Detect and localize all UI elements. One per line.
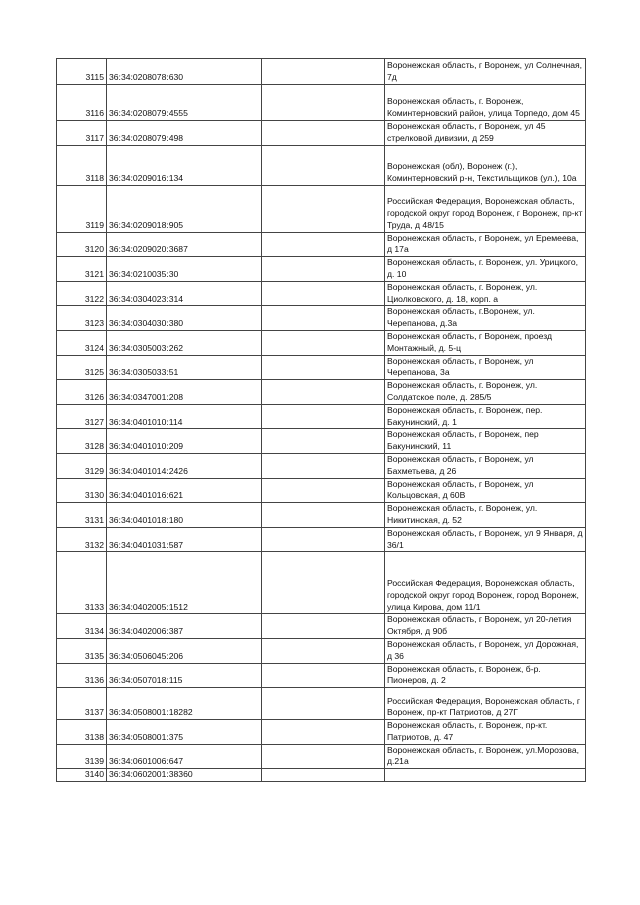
table-row bbox=[57, 663, 586, 688]
cadastral-number: 36:34:0508001:375 bbox=[107, 720, 262, 745]
address-cell: Российская Федерация, Воронежская область, городской округ город Воронеж, город Воронеж, улица Кирова, дом 11/1 bbox=[385, 552, 586, 614]
table-body bbox=[57, 59, 586, 782]
cadastral-number: 36:34:0209016:134 bbox=[107, 145, 262, 185]
blank-cell bbox=[262, 688, 385, 720]
row-number: 3117 bbox=[57, 121, 107, 146]
row-number: 3125 bbox=[57, 355, 107, 380]
blank-cell bbox=[262, 720, 385, 745]
row-number: 3138 bbox=[57, 720, 107, 745]
table-row bbox=[57, 257, 586, 282]
table-row bbox=[57, 503, 586, 528]
cadastral-number: 36:34:0208079:4555 bbox=[107, 85, 262, 121]
blank-cell bbox=[262, 355, 385, 380]
blank-cell bbox=[262, 552, 385, 614]
table-row bbox=[57, 552, 586, 614]
row-number: 3123 bbox=[57, 306, 107, 331]
address-cell: Воронежская область, г. Воронеж, ул. Циолковского, д. 18, корп. а bbox=[385, 281, 586, 306]
row-number: 3134 bbox=[57, 614, 107, 639]
address-cell: Воронежская область, г. Воронеж, ул. Урицкого, д. 10 bbox=[385, 257, 586, 282]
blank-cell bbox=[262, 85, 385, 121]
blank-cell bbox=[262, 121, 385, 146]
table-row bbox=[57, 281, 586, 306]
table-row bbox=[57, 478, 586, 503]
blank-cell bbox=[262, 527, 385, 552]
table-row bbox=[57, 744, 586, 769]
cadastral-number: 36:34:0401016:621 bbox=[107, 478, 262, 503]
cadastral-number: 36:34:0401018:180 bbox=[107, 503, 262, 528]
table-row bbox=[57, 121, 586, 146]
blank-cell bbox=[262, 429, 385, 454]
blank-cell bbox=[262, 478, 385, 503]
table-row bbox=[57, 688, 586, 720]
cadastral-number: 36:34:0305033:51 bbox=[107, 355, 262, 380]
cadastral-number: 36:34:0602001:38360 bbox=[107, 769, 262, 782]
blank-cell bbox=[262, 404, 385, 429]
address-cell: Воронежская область, г Воронеж, ул Кольцовская, д 60В bbox=[385, 478, 586, 503]
blank-cell bbox=[262, 145, 385, 185]
row-number: 3119 bbox=[57, 185, 107, 232]
address-cell: Воронежская область, г.Воронеж, ул. Черепанова, д.3а bbox=[385, 306, 586, 331]
blank-cell bbox=[262, 453, 385, 478]
table-row bbox=[57, 306, 586, 331]
row-number: 3128 bbox=[57, 429, 107, 454]
address-cell: Воронежская область, г Воронеж, ул Бахметьева, д 26 bbox=[385, 453, 586, 478]
address-cell: Российская Федерация, Воронежская область, г Воронеж, пр-кт Патриотов, д 27Г bbox=[385, 688, 586, 720]
table-row bbox=[57, 145, 586, 185]
cadastral-number: 36:34:0210035:30 bbox=[107, 257, 262, 282]
row-number: 3120 bbox=[57, 232, 107, 257]
blank-cell bbox=[262, 59, 385, 85]
blank-cell bbox=[262, 744, 385, 769]
cadastral-number: 36:34:0508001:18282 bbox=[107, 688, 262, 720]
blank-cell bbox=[262, 330, 385, 355]
address-cell: Воронежская область, г. Воронеж, пр-кт. Патриотов, д. 47 bbox=[385, 720, 586, 745]
address-cell: Воронежская область, г. Воронеж, Коминтерновский район, улица Торпедо, дом 45 bbox=[385, 85, 586, 121]
address-cell: Воронежская область, г Воронеж, проезд Монтажный, д. 5-ц bbox=[385, 330, 586, 355]
row-number: 3122 bbox=[57, 281, 107, 306]
cadastral-number: 36:34:0347001:208 bbox=[107, 380, 262, 405]
cadastral-number: 36:34:0402005:1512 bbox=[107, 552, 262, 614]
table-row bbox=[57, 232, 586, 257]
cadastral-number: 36:34:0506045:206 bbox=[107, 638, 262, 663]
table-row bbox=[57, 527, 586, 552]
address-cell: Воронежская область, г Воронеж, ул 9 Января, д 36/1 bbox=[385, 527, 586, 552]
cadastral-number: 36:34:0401014:2426 bbox=[107, 453, 262, 478]
address-cell: Воронежская область, г Воронеж, ул Черепанова, 3а bbox=[385, 355, 586, 380]
row-number: 3115 bbox=[57, 59, 107, 85]
cadastral-number: 36:34:0209018:905 bbox=[107, 185, 262, 232]
blank-cell bbox=[262, 306, 385, 331]
cadastral-number: 36:34:0507018:115 bbox=[107, 663, 262, 688]
table-row bbox=[57, 355, 586, 380]
blank-cell bbox=[262, 663, 385, 688]
row-number: 3131 bbox=[57, 503, 107, 528]
table-row bbox=[57, 85, 586, 121]
cadastral-number: 36:34:0401031:587 bbox=[107, 527, 262, 552]
blank-cell bbox=[262, 614, 385, 639]
table-row bbox=[57, 59, 586, 85]
cadastral-number: 36:34:0304023:314 bbox=[107, 281, 262, 306]
row-number: 3139 bbox=[57, 744, 107, 769]
address-cell: Воронежская область, г Воронеж, ул 45 стрелковой дивизии, д 259 bbox=[385, 121, 586, 146]
address-cell: Воронежская область, г Воронеж, пер Бакунинский, 11 bbox=[385, 429, 586, 454]
row-number: 3133 bbox=[57, 552, 107, 614]
address-cell: Воронежская область, г. Воронеж, ул.Морозова, д.21а bbox=[385, 744, 586, 769]
blank-cell bbox=[262, 232, 385, 257]
blank-cell bbox=[262, 257, 385, 282]
blank-cell bbox=[262, 281, 385, 306]
address-cell: Российская Федерация, Воронежская область, городской округ город Воронеж, г Воронеж, пр-кт Труда, д 48/15 bbox=[385, 185, 586, 232]
address-cell: Воронежская область, г. Воронеж, б-р. Пионеров, д. 2 bbox=[385, 663, 586, 688]
table-row bbox=[57, 185, 586, 232]
blank-cell bbox=[262, 380, 385, 405]
address-cell bbox=[385, 769, 586, 782]
row-number: 3118 bbox=[57, 145, 107, 185]
table-row bbox=[57, 769, 586, 782]
address-cell: Воронежская (обл), Воронеж (г.), Коминтерновский р-н, Текстильщиков (ул.), 10а bbox=[385, 145, 586, 185]
row-number: 3116 bbox=[57, 85, 107, 121]
row-number: 3137 bbox=[57, 688, 107, 720]
row-number: 3130 bbox=[57, 478, 107, 503]
cadastral-number: 36:34:0208078:630 bbox=[107, 59, 262, 85]
blank-cell bbox=[262, 638, 385, 663]
row-number: 3136 bbox=[57, 663, 107, 688]
row-number: 3132 bbox=[57, 527, 107, 552]
table-row bbox=[57, 380, 586, 405]
cadastral-number: 36:34:0304030:380 bbox=[107, 306, 262, 331]
table-row bbox=[57, 453, 586, 478]
blank-cell bbox=[262, 503, 385, 528]
address-cell: Воронежская область, г Воронеж, ул Солнечная, 7д bbox=[385, 59, 586, 85]
row-number: 3124 bbox=[57, 330, 107, 355]
cadastral-number: 36:34:0401010:114 bbox=[107, 404, 262, 429]
row-number: 3127 bbox=[57, 404, 107, 429]
address-cell: Воронежская область, г Воронеж, ул 20-летия Октября, д 90б bbox=[385, 614, 586, 639]
table-row bbox=[57, 614, 586, 639]
row-number: 3121 bbox=[57, 257, 107, 282]
table-row bbox=[57, 429, 586, 454]
address-cell: Воронежская область, г Воронеж, ул Еремеева, д 17а bbox=[385, 232, 586, 257]
cadastral-number: 36:34:0208079:498 bbox=[107, 121, 262, 146]
table-row bbox=[57, 720, 586, 745]
cadastral-number: 36:34:0402006:387 bbox=[107, 614, 262, 639]
address-cell: Воронежская область, г. Воронеж, пер. Бакунинский, д. 1 bbox=[385, 404, 586, 429]
cadastral-number: 36:34:0209020:3687 bbox=[107, 232, 262, 257]
table-row bbox=[57, 404, 586, 429]
cadastral-number: 36:34:0601006:647 bbox=[107, 744, 262, 769]
cadastral-number: 36:34:0305003:262 bbox=[107, 330, 262, 355]
cadastral-table bbox=[56, 58, 586, 782]
cadastral-number: 36:34:0401010:209 bbox=[107, 429, 262, 454]
row-number: 3129 bbox=[57, 453, 107, 478]
address-cell: Воронежская область, г. Воронеж, ул. Солдатское поле, д. 285/5 bbox=[385, 380, 586, 405]
row-number: 3135 bbox=[57, 638, 107, 663]
row-number: 3126 bbox=[57, 380, 107, 405]
blank-cell bbox=[262, 769, 385, 782]
blank-cell bbox=[262, 185, 385, 232]
address-cell: Воронежская область, г. Воронеж, ул. Никитинская, д. 52 bbox=[385, 503, 586, 528]
row-number: 3140 bbox=[57, 769, 107, 782]
address-cell: Воронежская область, г Воронеж, ул Дорожная, д 36 bbox=[385, 638, 586, 663]
table-row bbox=[57, 330, 586, 355]
table-row bbox=[57, 638, 586, 663]
